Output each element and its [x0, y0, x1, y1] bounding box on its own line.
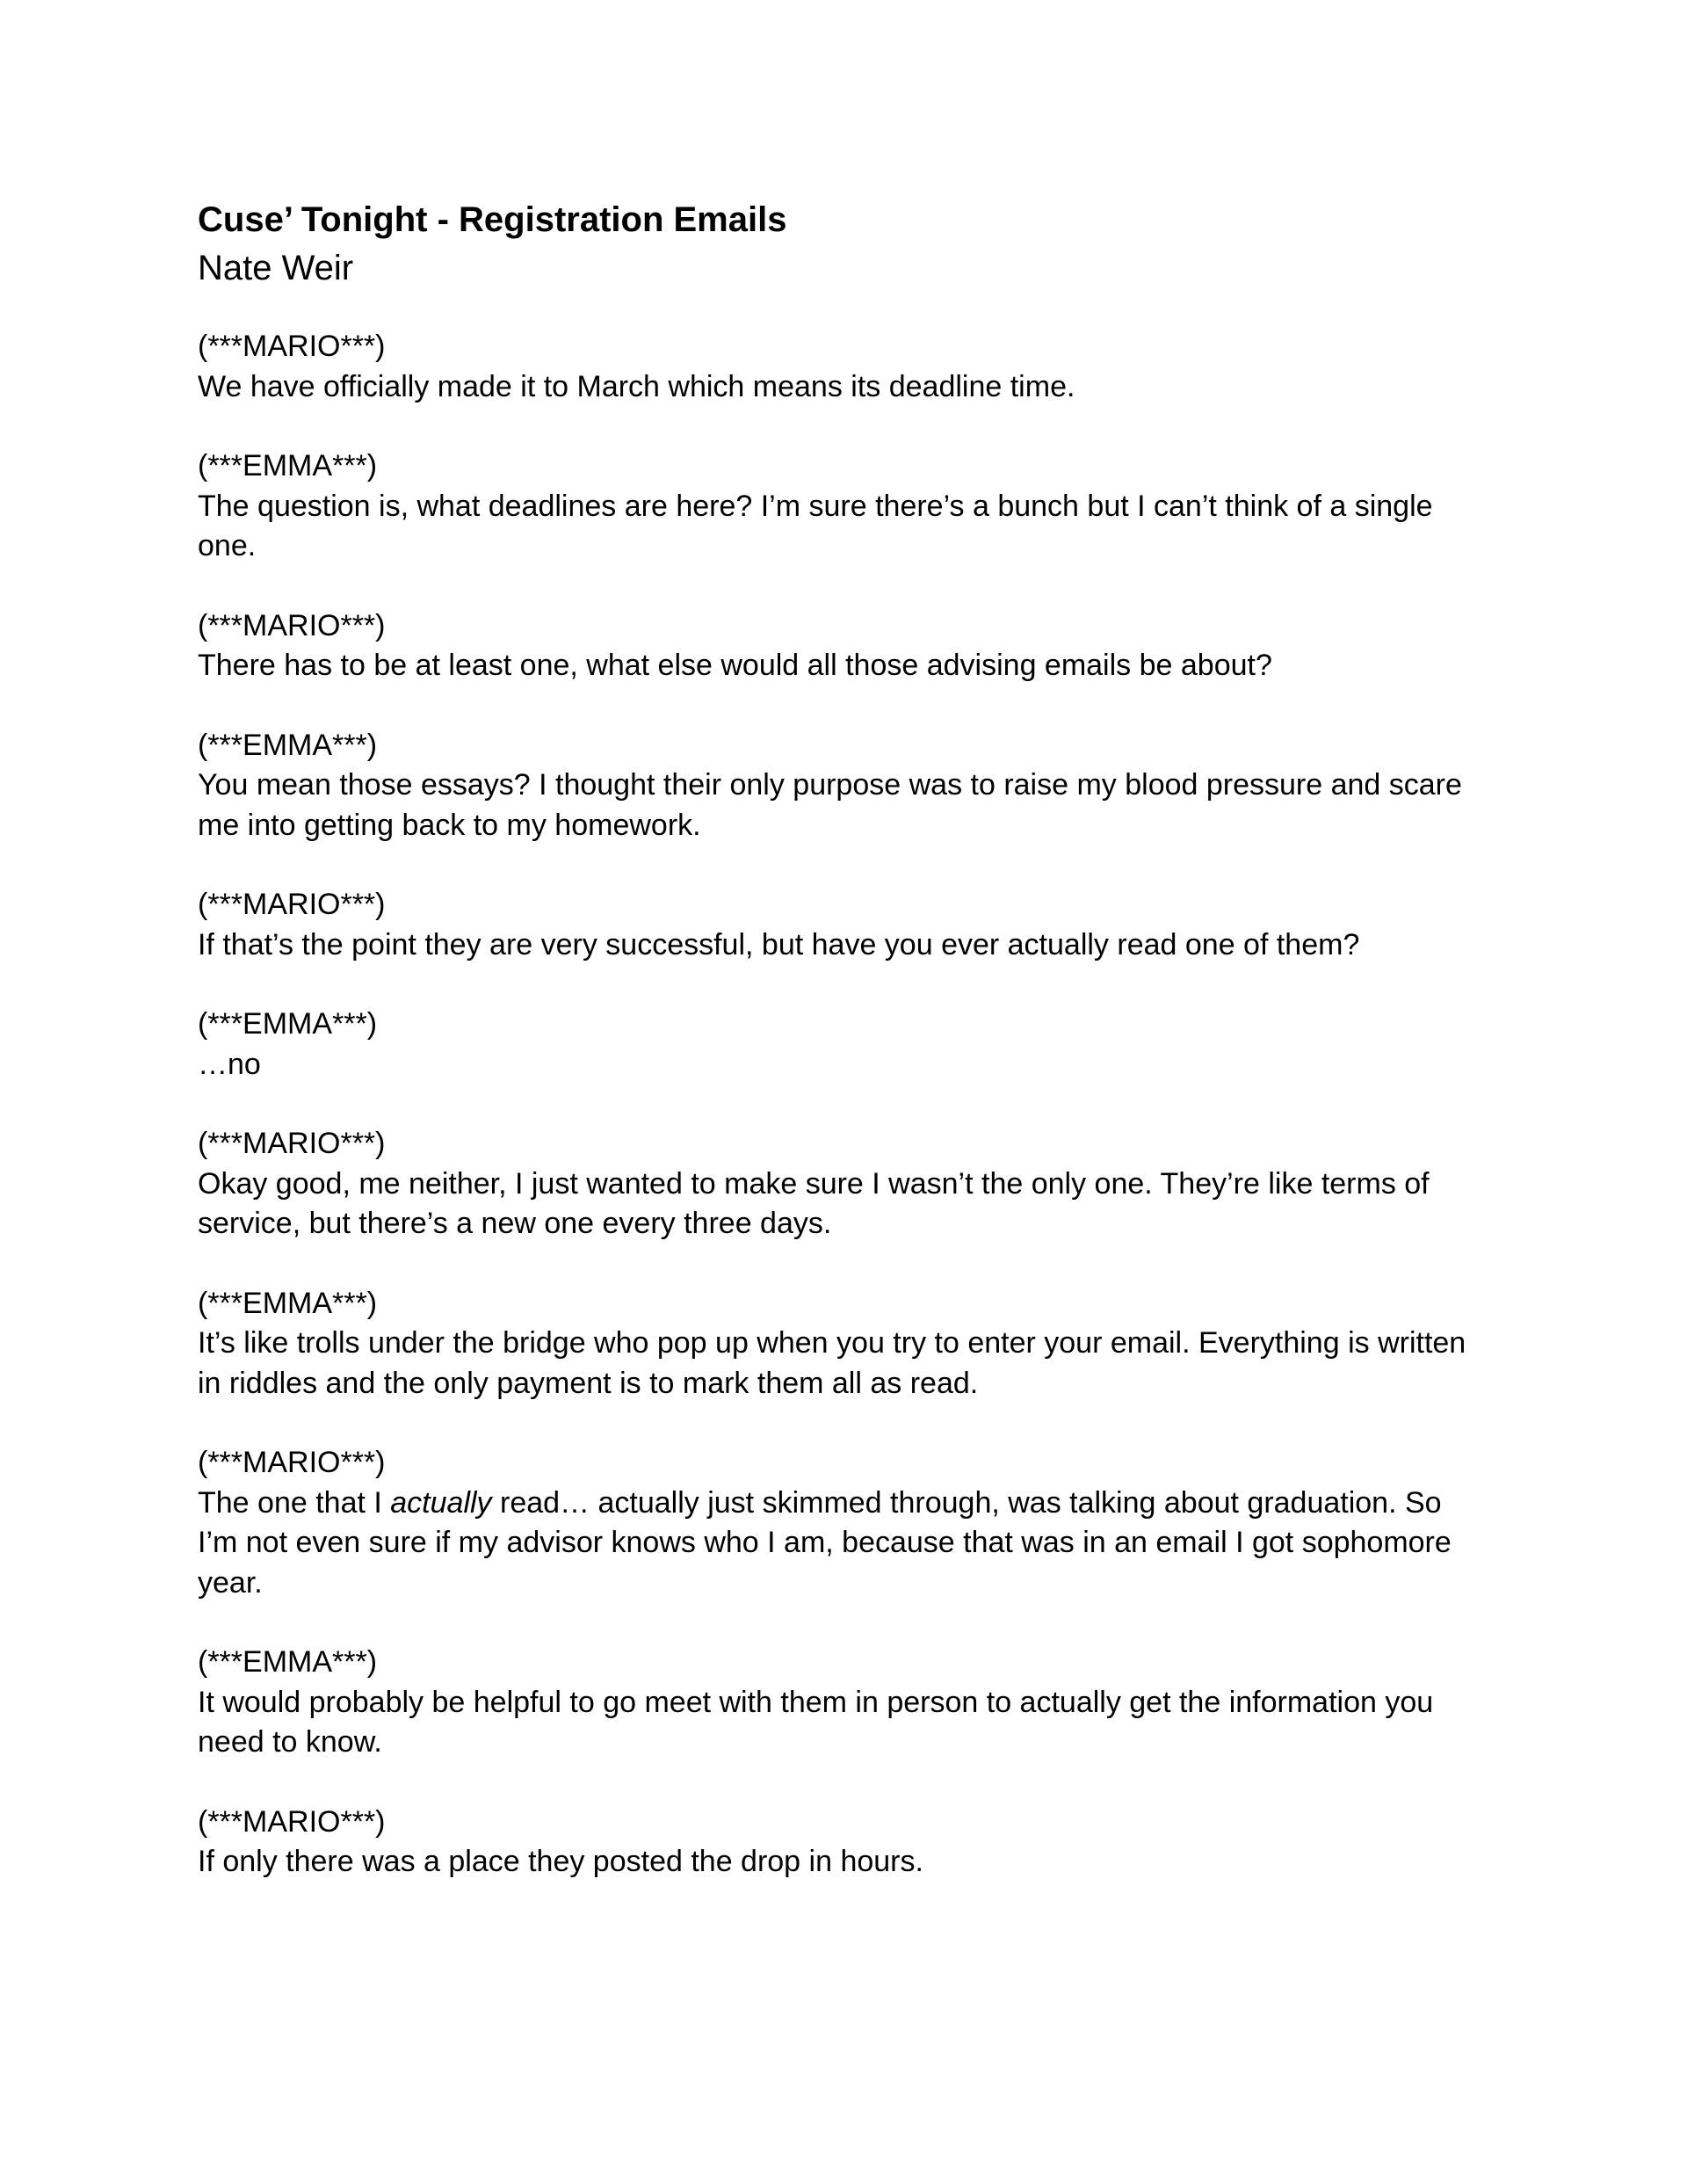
speaker-label: (***EMMA***) [198, 1286, 378, 1320]
speaker-label: (***MARIO***) [198, 1804, 386, 1839]
dialogue-line [198, 1484, 1489, 1604]
emphasized-text: actually [390, 1485, 492, 1520]
line-text: The one that I [198, 1485, 391, 1520]
dialogue-entry [198, 1005, 1489, 1085]
speaker-label: (***MARIO***) [198, 1127, 386, 1160]
dialogue-entry [198, 446, 1489, 567]
dialogue-entry [198, 726, 1489, 846]
dialogue-line: If that’s the point they are very successful, but have you ever actually read one of them? [198, 927, 1360, 961]
dialogue-entry [198, 1803, 1489, 1883]
speaker-label: (***MARIO***) [198, 1446, 386, 1479]
dialogue-entry [198, 1284, 1489, 1404]
dialogue-line: You mean those essays? I thought their only purpose was to raise my blood pressure and scare me into getting back to my homework. [198, 768, 1462, 842]
document-title: Cuse’ Tonight - Registration Emails [198, 200, 787, 239]
speaker-label: (***EMMA***) [198, 1645, 378, 1679]
dialogue-line: …no [198, 1047, 261, 1081]
dialogue-entry [198, 327, 1489, 407]
document-author: Nate Weir [198, 249, 354, 287]
speaker-label: (***EMMA***) [198, 449, 378, 483]
dialogue-entry [198, 1124, 1489, 1244]
speaker-label: (***EMMA***) [198, 1007, 378, 1041]
dialogue-line: If only there was a place they posted the drop in hours. [198, 1845, 923, 1878]
dialogue-entry [198, 1443, 1489, 1603]
speaker-label: (***MARIO***) [198, 888, 386, 921]
dialogue-entry [198, 1643, 1489, 1763]
dialogue-entry [198, 885, 1489, 965]
line-text: read… actually just skimmed through, was talking about graduation. So I’m not even sure if my advisor knows who I am, because that was in an email I got sophomore year. [198, 1485, 1452, 1600]
document-page [198, 195, 1489, 1922]
dialogue-line: It would probably be helpful to go meet with them in person to actually get the information you need to know. [198, 1685, 1434, 1759]
dialogue-entry [198, 606, 1489, 686]
dialogue-line: Okay good, me neither, I just wanted to make sure I wasn’t the only one. They’re like terms of service, but there’s a new one every three days. [198, 1166, 1430, 1240]
dialogue-line: It’s like trolls under the bridge who pop up when you try to enter your email. Everything is written in riddles and the only payment is to mark them all as read. [198, 1326, 1466, 1400]
dialogue-line: There has to be at least one, what else would all those advising emails be about? [198, 649, 1272, 682]
speaker-label: (***MARIO***) [198, 608, 386, 642]
dialogue-line: The question is, what deadlines are here? I’m sure there’s a bunch but I can’t think of a single one. [198, 489, 1433, 562]
speaker-label: (***MARIO***) [198, 330, 386, 363]
dialogue-line: We have officially made it to March which means its deadline time. [198, 369, 1075, 403]
speaker-label: (***EMMA***) [198, 728, 378, 762]
